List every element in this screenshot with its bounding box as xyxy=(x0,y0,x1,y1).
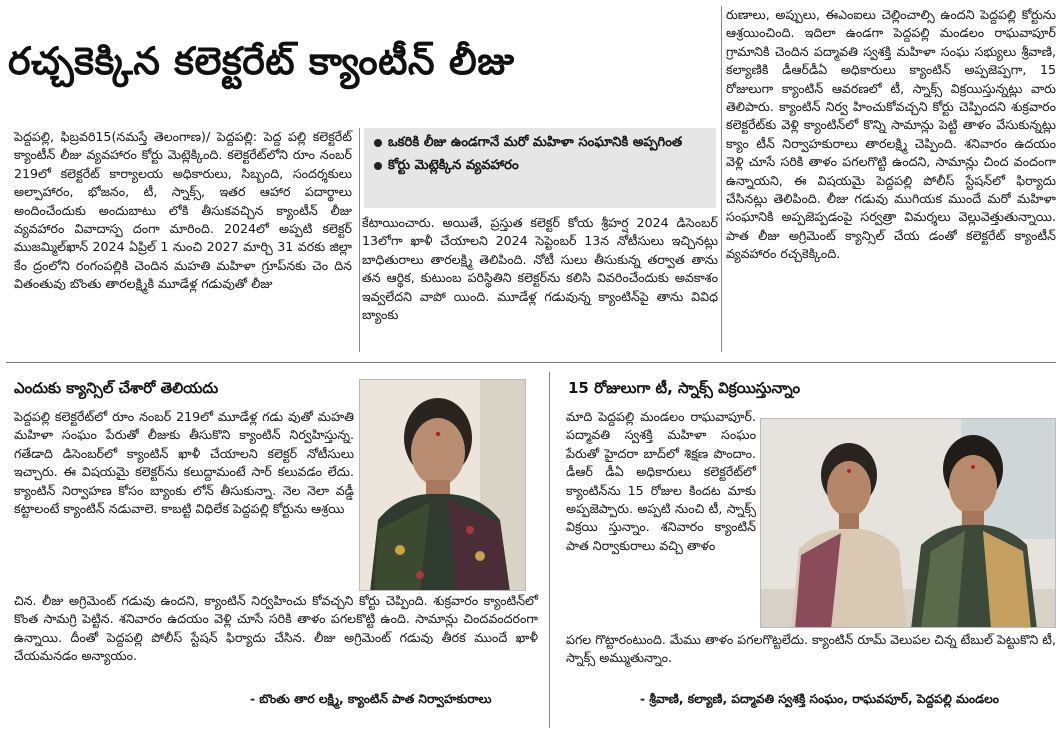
callout-item: ఒకరికి లీజు ఉండగానే మరో మహిళా సంఘానికి అప్పగింత xyxy=(388,134,706,153)
side-story-1-text-continued: చిన. లీజు అగ్రిమెంట్ గడువు ఉందని, క్యాంటిన్ నిర్వహించు కోవచ్చని కోర్టు చెప్పింది. శుక్రవారం క్యాంటిన్‌లో కొంత సామగ్రి పెట్టిన. శనివారం ఉదయం వెళ్లి చూసే సరికి తాళం పగలకొట్టి ఉంది. సామాన్లు చిందవందరంగా ఉన్నాయి. దీంతో పెద్దపల్లి పోలీస్ స్టేషన్ ఫిర్యాదు చేసిన. లీజు అగ్రిమెంట్ గడువు తీరక ముందే ఖాళీ చేయమనడం అన్యాయం. xyxy=(14,593,538,664)
article-column-2: కేటాయించారు. అయితే, ప్రస్తుత కలెక్టర్ కోయ శ్రీహర్ష 2024 డిసెంబర్ 13లోగా ఖాళీ చేయాలని 2024 సెప్టెంబర్ 13న నోటీసులు ఇచ్చినట్లు బాధితురాలు తారలక్ష్మి తెలిపింది. నోటీ సులు తీసుకున్న తర్వాత తాను తన ఆర్థిక, కుటుంబ పరిస్థితిని కలెక్టర్‌ను కలిసి వివరించేందుకు అవకాశం ఇవ్వలేదని వాపో యింది. మూడేళ్ల గడువున్న క్యాంటిన్‌పై తాను వివిధ బ్యాంకు xyxy=(362,215,718,323)
side-story-2-heading: 15 రోజులుగా టీ, స్నాక్స్ విక్రయిస్తున్నాం xyxy=(568,379,801,397)
two-women-photo xyxy=(760,418,1056,628)
callout-item: కోర్టు మెట్లెక్కిన వ్యవహారం xyxy=(388,157,706,176)
side-story-2-credit: - శ్రీవాణి, కల్యాణి, పద్మావతి స్వశక్తి సంఘం, రాఘవపూర్, పెద్దపల్లి మండలం xyxy=(640,692,999,706)
section-divider xyxy=(6,362,1056,363)
side-story-1-text: పెద్దపల్లి కలెక్టరేట్‌లో రూం నంబర్ 219లో మూడేళ్ల గడు వుతో మహతి మహిళా సంఘం పేరుతో లీజుకు తీసుకొని క్యాంటిన్ నిర్వహిస్తున్న. గతేడాది డిసెంబర్‌లో క్యాంటిన్ ఖాళీ చేయాలని కలెక్టర్ నోటీసులు ఇచ్చారు. ఈ విషయమై కలెక్టర్‌ను కలుద్దామంటే సార్ కలువడం లేదు. క్యాంటిన్ నిర్వాహణ కోసం బ్యాంకు లోన్ తీసుకున్నా. నెల నెలా వడ్డీ కట్టాలంటే క్యాంటిన్ నడువాలె. కాబట్టి విధిలేక పెద్దపల్లి కోర్టును ఆశ్రయి xyxy=(14,409,354,517)
column-divider xyxy=(359,128,360,352)
side-story-1-credit: - బొంతు తార లక్ష్మి, క్యాంటిన్ పాత నిర్వాహకురాలు xyxy=(250,692,492,706)
column-divider xyxy=(721,6,722,352)
article-column-3: రుణాలు, అప్పులు, ఈఎంఐలు చెల్లించాల్సి ఉందని పెద్దపల్లి కోర్టును ఆశ్రయించింది. ఇదిలా ఉండగా పెద్దపల్లి మండలం రాఘవాపూర్ గ్రామానికి చెందిన పద్మావతి స్వశక్తి మహిళా సంఘ సభ్యులు శ్రీవాణి, కల్యాణికి డీఆర్‌డీఏ అధికారులు క్యాంటిన్ అప్పజెప్పగా, 15 రోజులుగా క్యాంటిన్ ఆవరణలో టీ, స్నాక్స్ విక్రయిస్తున్నట్లు వారు తెలిపారు. క్యాంటిన్ నిర్వ హించుకోవచ్చని కోర్టు చెప్పిందని శుక్రవారం కలెక్టరేట్‌కు వెళ్లి క్యాంటిన్‌లో కొన్ని సామాన్లు పెట్టి తాళం వేసుకున్నట్లు క్యాం టీన్ నిర్వాహకురాలు తారలక్ష్మి చెప్పింది. శనివారం ఉదయం వెళ్లి చూసే సరికి తాళం పగలగొట్టి ఉందని, సామాన్లు చింద వందంగా ఉన్నాయని, ఈ విషయమై పెద్దపల్లి పోలీస్ స్టేషన్‌లో ఫిర్యాదు చేసినట్లు తెలిపింది. లీజు గడువు ముగియక ముందే మరో మహిళా సంఘానికి అప్పజెప్పడంపై సర్వత్రా విమర్శలు వెల్లువెత్తుతున్నాయి. పాత లీజు అగ్రిమెంట్ క్యాన్సిల్ చేయ డంతో కలెక్టరేట్ క్యాంటీన్ వ్యవహారం రచ్చకెక్కింది. xyxy=(726,7,1056,262)
headline: రచ్చకెక్కిన కలెక్టరేట్ క్యాంటీన్ లీజు xyxy=(8,39,515,83)
highlight-callout xyxy=(364,128,716,208)
side-story-2-text-continued: పగల గొట్టారంటుంది. మేము తాళం పగలగొట్టలేదు. క్యాంటిన్ రూమ్ వెలుపల చిన్న టేబుల్ పెట్టుకొని టీ, స్నాక్స్ అమ్ముతున్నాం. xyxy=(566,632,1056,666)
side-story-1-heading: ఎందుకు క్యాన్సిల్ చేశారో తెలియదు xyxy=(14,379,219,397)
side-story-2-text: మాది పెద్దపల్లి మండలం రాఘవాపూర్. పద్మావతి స్వశక్తి మహిళా సంఘం పేరుతో హైదరా బాద్‌లో శిక్షణ పొందాం. డీఆర్ డీఏ అధికారులు కలెక్టరేట్‌లో క్యాంటిన్‌ను 15 రోజుల కిందట మాకు అప్పజెప్పారు. అప్పటి నుంచి టీ, స్నాక్స్ విక్రయి స్తున్నాం. శనివారం క్యాంటిన్ పాత నిర్వాకురాలు వచ్చి తాళం xyxy=(566,409,756,553)
woman-portrait-photo xyxy=(359,379,526,591)
article-column-1: పెద్దపల్లి, ఫిబ్రవరి15(నమస్తే తెలంగాణ)/ పెద్దపల్లి: పెద్ద పల్లి కలెక్టరేట్ క్యాంటీన్ లీజు వ్యవహారం కోర్టు మెట్లెక్కింది. కలెక్టరేట్‌లోని రూం నంబర్ 219లో కలెక్టరేట్ కార్యాలయ అధికారులు, సిబ్బంది, సందర్శకులు అల్పాహారం, భోజనం, టీ, స్నాక్స్, ఇతర ఆహార పదార్థాలు అందించేందుకు అందుబాటు లోకి తీసుకవచ్చిన క్యాంటీన్ లీజు వ్యవహారం వివాదాస్ప దంగా మారింది. 2024లో అప్పటి కలెక్టర్ ముజమ్మిల్‌ఖాన్ 2024 ఏప్రిల్ 1 నుంచి 2027 మార్చి 31 వరకు జిల్లా కేం ద్రంలోని రంగంపల్లికి చెందిన మహతి మహిళా గ్రూప్‌నకు చెం దిన వితంతువు బొంతు తారలక్ష్మికి మూడేళ్ల గడువుతో లీజు xyxy=(14,129,352,292)
column-divider xyxy=(549,372,550,728)
